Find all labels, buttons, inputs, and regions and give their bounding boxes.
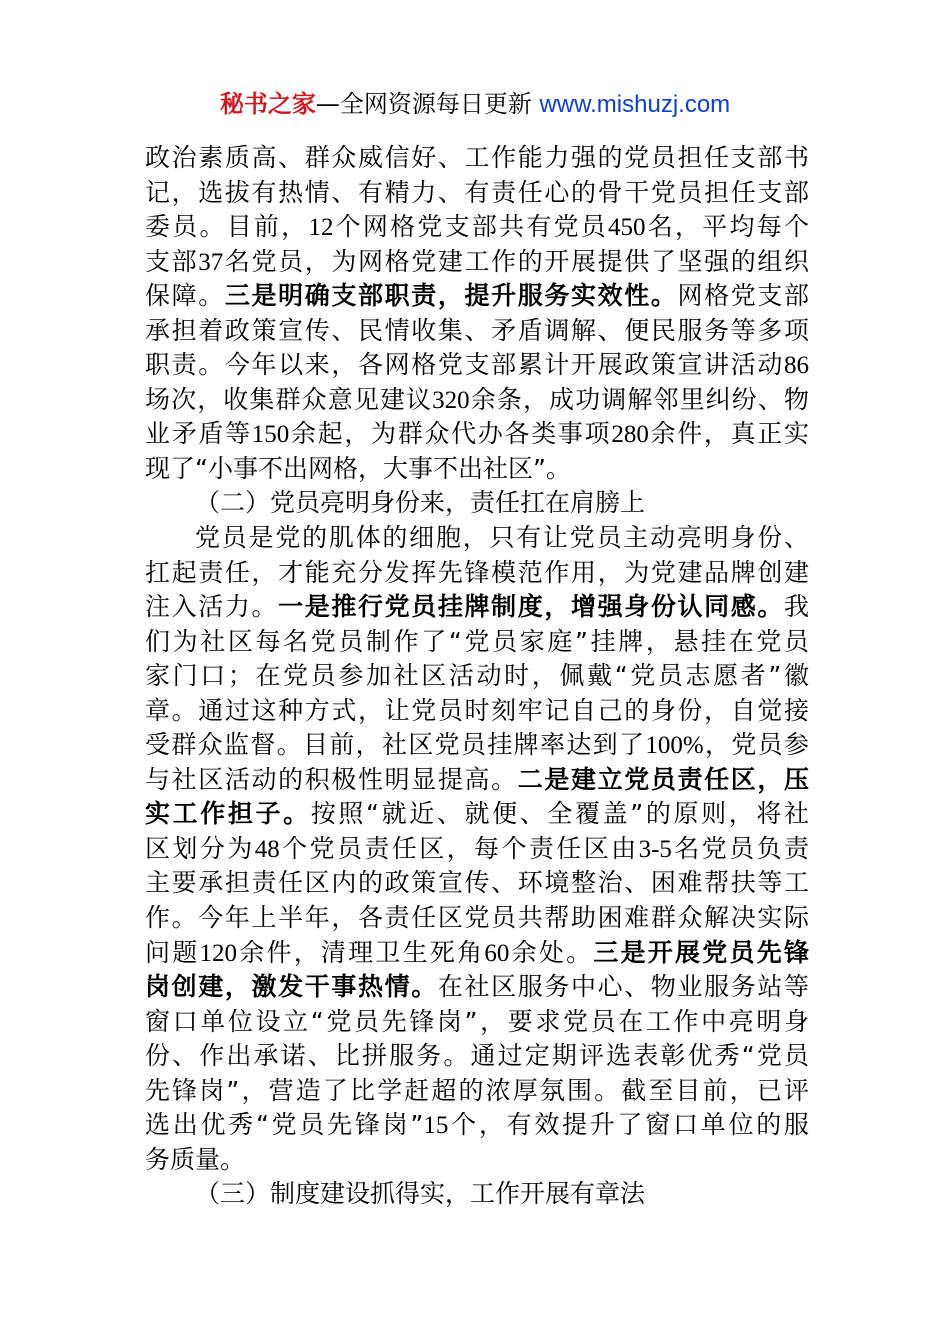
text-run: 窗口单位设立“党员先锋岗”，要求党员在工作中亮明身: [145, 1006, 809, 1036]
number-text: 86: [784, 352, 809, 380]
text-run: 党员是党的肌体的细胞，只有让党员主动亮明身份、: [195, 523, 809, 553]
text-line: [145, 314, 809, 349]
text-line: [145, 763, 809, 798]
text-run: 业矛盾等: [145, 419, 252, 449]
text-run: （二）党员亮明身份来，责任扛在肩膀上: [195, 488, 646, 518]
text-line: [145, 970, 809, 1005]
text-line: [145, 348, 809, 383]
bold-text: 实工作担子。: [145, 799, 311, 829]
text-run: 按照“就近、就便、全覆盖”的原则，将社: [310, 799, 809, 829]
text-line: [145, 556, 809, 591]
text-line: [145, 797, 809, 832]
text-run: 个网格党支部共有党员: [333, 212, 609, 242]
text-line: [145, 1177, 809, 1212]
text-line: [145, 141, 809, 176]
text-line: [145, 279, 809, 314]
text-run: 政治素质高、群众威信好、工作能力强的党员担任支部书: [145, 143, 809, 172]
text-run: 余件，真正实: [648, 419, 809, 449]
number-text: 150: [251, 421, 290, 449]
bold-text: 一是推行党员挂牌制度，增强身份认同感。: [278, 592, 784, 622]
page-header: [0, 88, 950, 121]
text-run: 余件，清理卫生死角: [236, 937, 485, 967]
text-run: 份、作出承诺、比拼服务。通过定期评选表彰优秀“党员: [145, 1041, 809, 1071]
number-text: 60: [484, 939, 510, 967]
text-line: [145, 832, 809, 867]
text-line: [145, 1039, 809, 1074]
text-run: 扛起责任，才能充分发挥先锋模范作用，为党建品牌创建: [145, 557, 809, 587]
text-run: 问题: [145, 937, 200, 967]
header-slogan: —全网资源每日更新: [315, 90, 540, 118]
text-line: [145, 728, 809, 763]
text-run: 个，有效提升了窗口单位的服: [448, 1110, 809, 1140]
text-run: 余起，为群众代办各类事项: [289, 419, 612, 449]
number-text: 3-5: [638, 835, 672, 863]
text-run: 家门口；在党员参加社区活动时，佩戴“党员志愿者”徽: [145, 661, 809, 691]
text-run: 场次，收集群众意见建议: [145, 384, 433, 414]
text-line: [145, 245, 809, 280]
bold-text: 二是建立党员责任区，压: [517, 764, 809, 794]
text-run: 余处。: [509, 937, 594, 967]
number-text: 100%: [645, 732, 704, 760]
text-line: [145, 1005, 809, 1040]
text-run: 委员。目前，: [145, 212, 309, 242]
number-text: 320: [432, 386, 470, 414]
text-run: 我: [783, 592, 809, 622]
number-text: 120: [199, 939, 237, 967]
text-run: 在社区服务中心、物业服务站等: [437, 972, 809, 1002]
text-run: 们为社区每名党员制作了“党员家庭”挂牌，悬挂在党员: [145, 626, 809, 656]
text-run: 保障。: [145, 281, 225, 311]
text-run: 现了“小事不出网格，大事不出社区”。: [145, 453, 571, 483]
text-run: 名党员，为网格党建工作的开展提供了坚强的组织: [223, 246, 809, 276]
text-line: [145, 625, 809, 660]
header-brand: 秘书之家: [219, 90, 316, 118]
text-run: 主要承担责任区内的政策宣传、环境整治、困难帮扶等工: [145, 868, 809, 898]
text-line: [145, 694, 809, 729]
number-text: 280: [611, 421, 649, 449]
text-line: [145, 210, 809, 245]
bold-text: 岗创建，激发干事热情。: [145, 972, 438, 1002]
text-run: 职责。今年以来，各网格党支部累计开展政策宣讲活动: [145, 350, 784, 380]
text-run: 与社区活动的积极性明显提高。: [145, 764, 518, 794]
text-line: [145, 590, 809, 625]
text-run: 记，选拔有热情、有精力、有责任心的骨干党员担任支部: [145, 177, 809, 207]
document-body: [145, 141, 809, 1212]
text-line: [145, 901, 809, 936]
text-run: 注入活力。: [145, 592, 279, 622]
text-run: （三）制度建设抓得实，工作开展有章法: [195, 1179, 646, 1209]
text-line: [145, 383, 809, 418]
text-run: 受群众监督。目前，社区党员挂牌率达到了: [145, 730, 646, 760]
text-run: 余条，成功调解邻里纠纷、物: [469, 384, 809, 414]
text-line: [145, 1074, 809, 1109]
text-line: [145, 452, 809, 487]
number-text: 15: [423, 1112, 449, 1140]
text-line: [145, 866, 809, 901]
bold-text: 三是开展党员先锋: [593, 937, 809, 967]
bold-text: 三是明确支部职责，提升服务实效性。: [224, 281, 678, 311]
text-line: [145, 176, 809, 211]
number-text: 450: [608, 214, 646, 242]
text-run: 承担着政策宣传、民情收集、矛盾调解、便民服务等多项: [145, 315, 809, 345]
number-text: 12: [308, 214, 334, 242]
text-line: [145, 1143, 809, 1178]
text-run: 个党员责任区，每个责任区由: [279, 833, 639, 863]
text-run: 作。今年上半年，各责任区党员共帮助困难群众解决实际: [145, 903, 809, 933]
number-text: 48: [254, 835, 280, 863]
text-run: 章。通过这种方式，让党员时刻牢记自己的身份，自觉接: [145, 695, 809, 725]
text-run: 名，平均每个: [645, 212, 809, 242]
text-run: 网格党支部: [677, 281, 809, 311]
text-run: 名党员负责: [671, 833, 809, 863]
text-run: ，党员参: [703, 730, 809, 760]
text-run: 务质量。: [145, 1144, 246, 1174]
text-line: [145, 521, 809, 556]
text-line: [145, 486, 809, 521]
header-url-link[interactable]: www.mishuzj.com: [539, 91, 731, 118]
text-run: 区划分为: [145, 833, 255, 863]
text-run: 选出优秀“党员先锋岗”: [145, 1110, 424, 1140]
text-run: 支部: [145, 246, 199, 276]
text-line: [145, 417, 809, 452]
text-line: [145, 1108, 809, 1143]
text-run: 先锋岗”，营造了比学赶超的浓厚氛围。截至目前，已评: [145, 1075, 809, 1105]
text-line: [145, 936, 809, 971]
text-line: [145, 659, 809, 694]
number-text: 37: [198, 248, 224, 276]
